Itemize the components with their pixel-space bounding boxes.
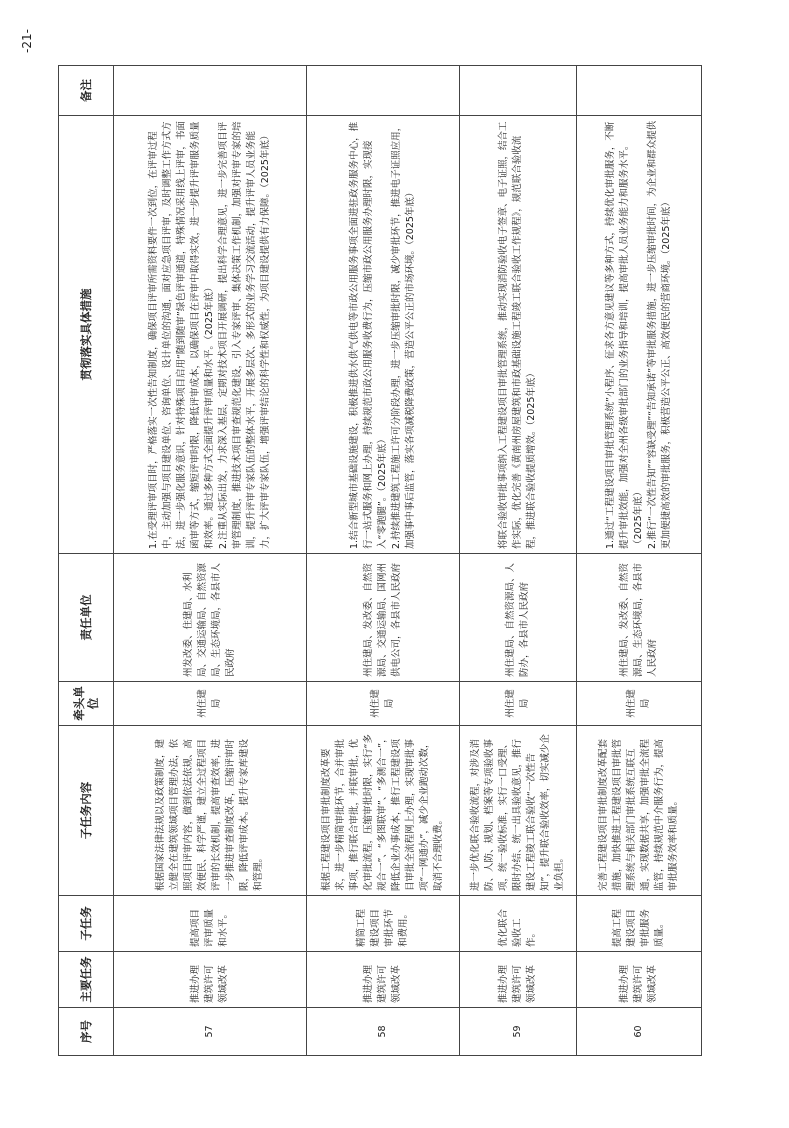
cell-remarks <box>577 66 702 116</box>
cell-resp-unit: 州住建局、发改委、自然资源局、生态环境局，各县市人民政府 <box>577 554 702 682</box>
header-remarks: 备注 <box>59 66 114 116</box>
cell-seq: 59 <box>460 1008 577 1056</box>
cell-main-task: 推进办理建筑许可领域改革 <box>114 952 307 1008</box>
cell-seq: 58 <box>307 1008 460 1056</box>
header-content: 子任务内容 <box>59 726 114 896</box>
cell-remarks <box>114 66 307 116</box>
cell-resp-unit: 州发改委、住建局、水利局、交通运输局、自然资源局、生态环境局，各县市人民政府 <box>114 554 307 682</box>
cell-sub-task: 提高项目评审质量和水平。 <box>114 896 307 952</box>
cell-content: 根据国家法律法规以及政策制度，建立健全在建筑领域项目管理办法，依照项目评审内容，做到依法依规、高效便民、科学严谨，建立全过程项目评审的长效机制，提高审查效率，进一步推进审查制度改革，压缩评审时限，降低评审成本。提升专家库建设和管理。 <box>114 726 307 896</box>
table-row <box>114 66 307 1056</box>
cell-remarks <box>307 66 460 116</box>
cell-lead-unit: 州住建局 <box>577 682 702 726</box>
cell-resp-unit: 州住建局、自然资源局、人防办，各县市人民政府 <box>460 554 577 682</box>
cell-main-task: 推进办理建筑许可领域改革 <box>460 952 577 1008</box>
table-row <box>577 66 702 1056</box>
cell-sub-task: 提高工程建设项目审批服务质量。 <box>577 896 702 952</box>
page-number: -21- <box>20 29 34 53</box>
cell-lead-unit: 州住建局 <box>114 682 307 726</box>
cell-sub-task: 精简工程建设项目审批环节和费用。 <box>307 896 460 952</box>
header-sub-task: 子任务 <box>59 896 114 952</box>
cell-main-task: 推进办理建筑许可领域改革 <box>577 952 702 1008</box>
cell-measures: 1.在受理评审项目时，严格落实一次性告知制度，确保项目评审所需资料要件一次到位，在评审过程中，主动加强与项目建设单位、咨询单位、设计单位的沟通，面对应急项目评审，及时调整工作方式方法，进一步强化服务意识，针对特殊项目启用“随到随审”绿色评审通道，特殊情况采用线上评审，书面函审等方式，缩短评审时限，降低评审成本，以确保项目在评审中取得实效，进一步提升评审服务质量和效率。通过多种方式全面提升评审质量和水平。（2025年底） 2.注重从实际出发，力求深入基层，定期对技术项目开展调研，提出科学合理意见，进一步完善项目评审管理制度，推进技术项目审查规范化建设，引入专家评审、集体决策工作机制，加强对评审专家的培训，提升评审专家队伍的整体水平，开展多层次、多形式的业务学习交流活动，提升评审人员业务能力，扩大评审专家队伍，增强评审结论的科学性和权威性，为项目建设提供有力保障。（2025年底） <box>114 116 307 554</box>
cell-main-task: 推进办理建筑许可领域改革 <box>307 952 460 1008</box>
cell-remarks <box>460 66 577 116</box>
cell-seq: 60 <box>577 1008 702 1056</box>
cell-lead-unit: 州住建局 <box>460 682 577 726</box>
cell-lead-unit: 州住建局 <box>307 682 460 726</box>
header-measures: 贯彻落实具体措施 <box>59 116 114 554</box>
table-header-row <box>59 66 114 1056</box>
header-resp-unit: 责任单位 <box>59 554 114 682</box>
cell-measures: 1.通过“工程建设项目审批管理系统”小程序、征求各方意见建议等多种方式，持续优化审批服务，不断提升审批效能，加强对全州各级审批部门的业务指导和培训，提高审批人员业务能力和服务水平。（2025年底） 2.推行“一次性告知”“容缺受理”“告知承诺”等审批服务措施，进一步压缩审批时间，为企业和群众提供更加便捷高效的审批服务，积极营造公平公正、高效便民的营商环境。（2025年底） <box>577 116 702 554</box>
header-lead-unit: 牵头单位 <box>59 682 114 726</box>
cell-content: 根据工程建设项目审批制度改革要求，进一步精简审批环节，合并审批事项，推行联合审批，并联审批，优化审批流程，压缩审批时限，实行“多规合一”、“多图联审”、“多测合一”，降低企业办事成本，推行工程建设项目审批全流程网上办理，实现审批事项“一网通办”，减少企业跑动次数，取消不合理收费。 <box>307 726 460 896</box>
table-row <box>307 66 460 1056</box>
measures-table <box>58 65 702 1056</box>
table-row <box>460 66 577 1056</box>
cell-measures: 1.结合新型城市基础设施建设，积极推进供水供气供电等市政公用服务事项全面进驻政务服务中心，推行一站式服务和网上办理，持续规范市政公用服务收费行为，压缩市政公用服务办理时限，实现接入“零跑腿”。（2025年底） 2.持续推进建筑工程施工许可分阶段办理，进一步压缩审批时限，减少审批环节，推进电子证照应用，加强事中事后监管，落实各项减税降费政策，营造公平公正的市场环境。（2025年底） <box>307 116 460 554</box>
cell-measures: 将联合验收审批事项纳入工程建设项目审批管理系统，推动实现消防验收电子签章、电子证照，结合工作实际，优化完善《黄南州房屋建筑和市政基础设施工程竣工联合验收工作规程》，规范联合验收流程，推进联合验收提质增效。（2025年底） <box>460 116 577 554</box>
cell-sub-task: 优化联合验收工作。 <box>460 896 577 952</box>
cell-seq: 57 <box>114 1008 307 1056</box>
header-seq: 序号 <box>59 1008 114 1056</box>
cell-content: 完善工程建设项目审批制度改革配套措施，加快推进工程建设项目审批管理系统与相关部门审批系统互联互通，实现数据共享，加强审批全流程监管，持续规范中介服务行为，提高审批服务效率和质量。 <box>577 726 702 896</box>
cell-resp-unit: 州住建局、发改委、自然资源局、交通运输局、国网州供电公司，各县市人民政府 <box>307 554 460 682</box>
header-main-task: 主要任务 <box>59 952 114 1008</box>
cell-content: 进一步优化联合验收流程，对涉及消防、人防、规划、档案等专项验收事项，统一验收标准，实行一口受理、限时办结、统一出具验收意见，推行建设工程竣工联合验收“一次性告知”，提升联合验收效率，切实减少企业负担。 <box>460 726 577 896</box>
